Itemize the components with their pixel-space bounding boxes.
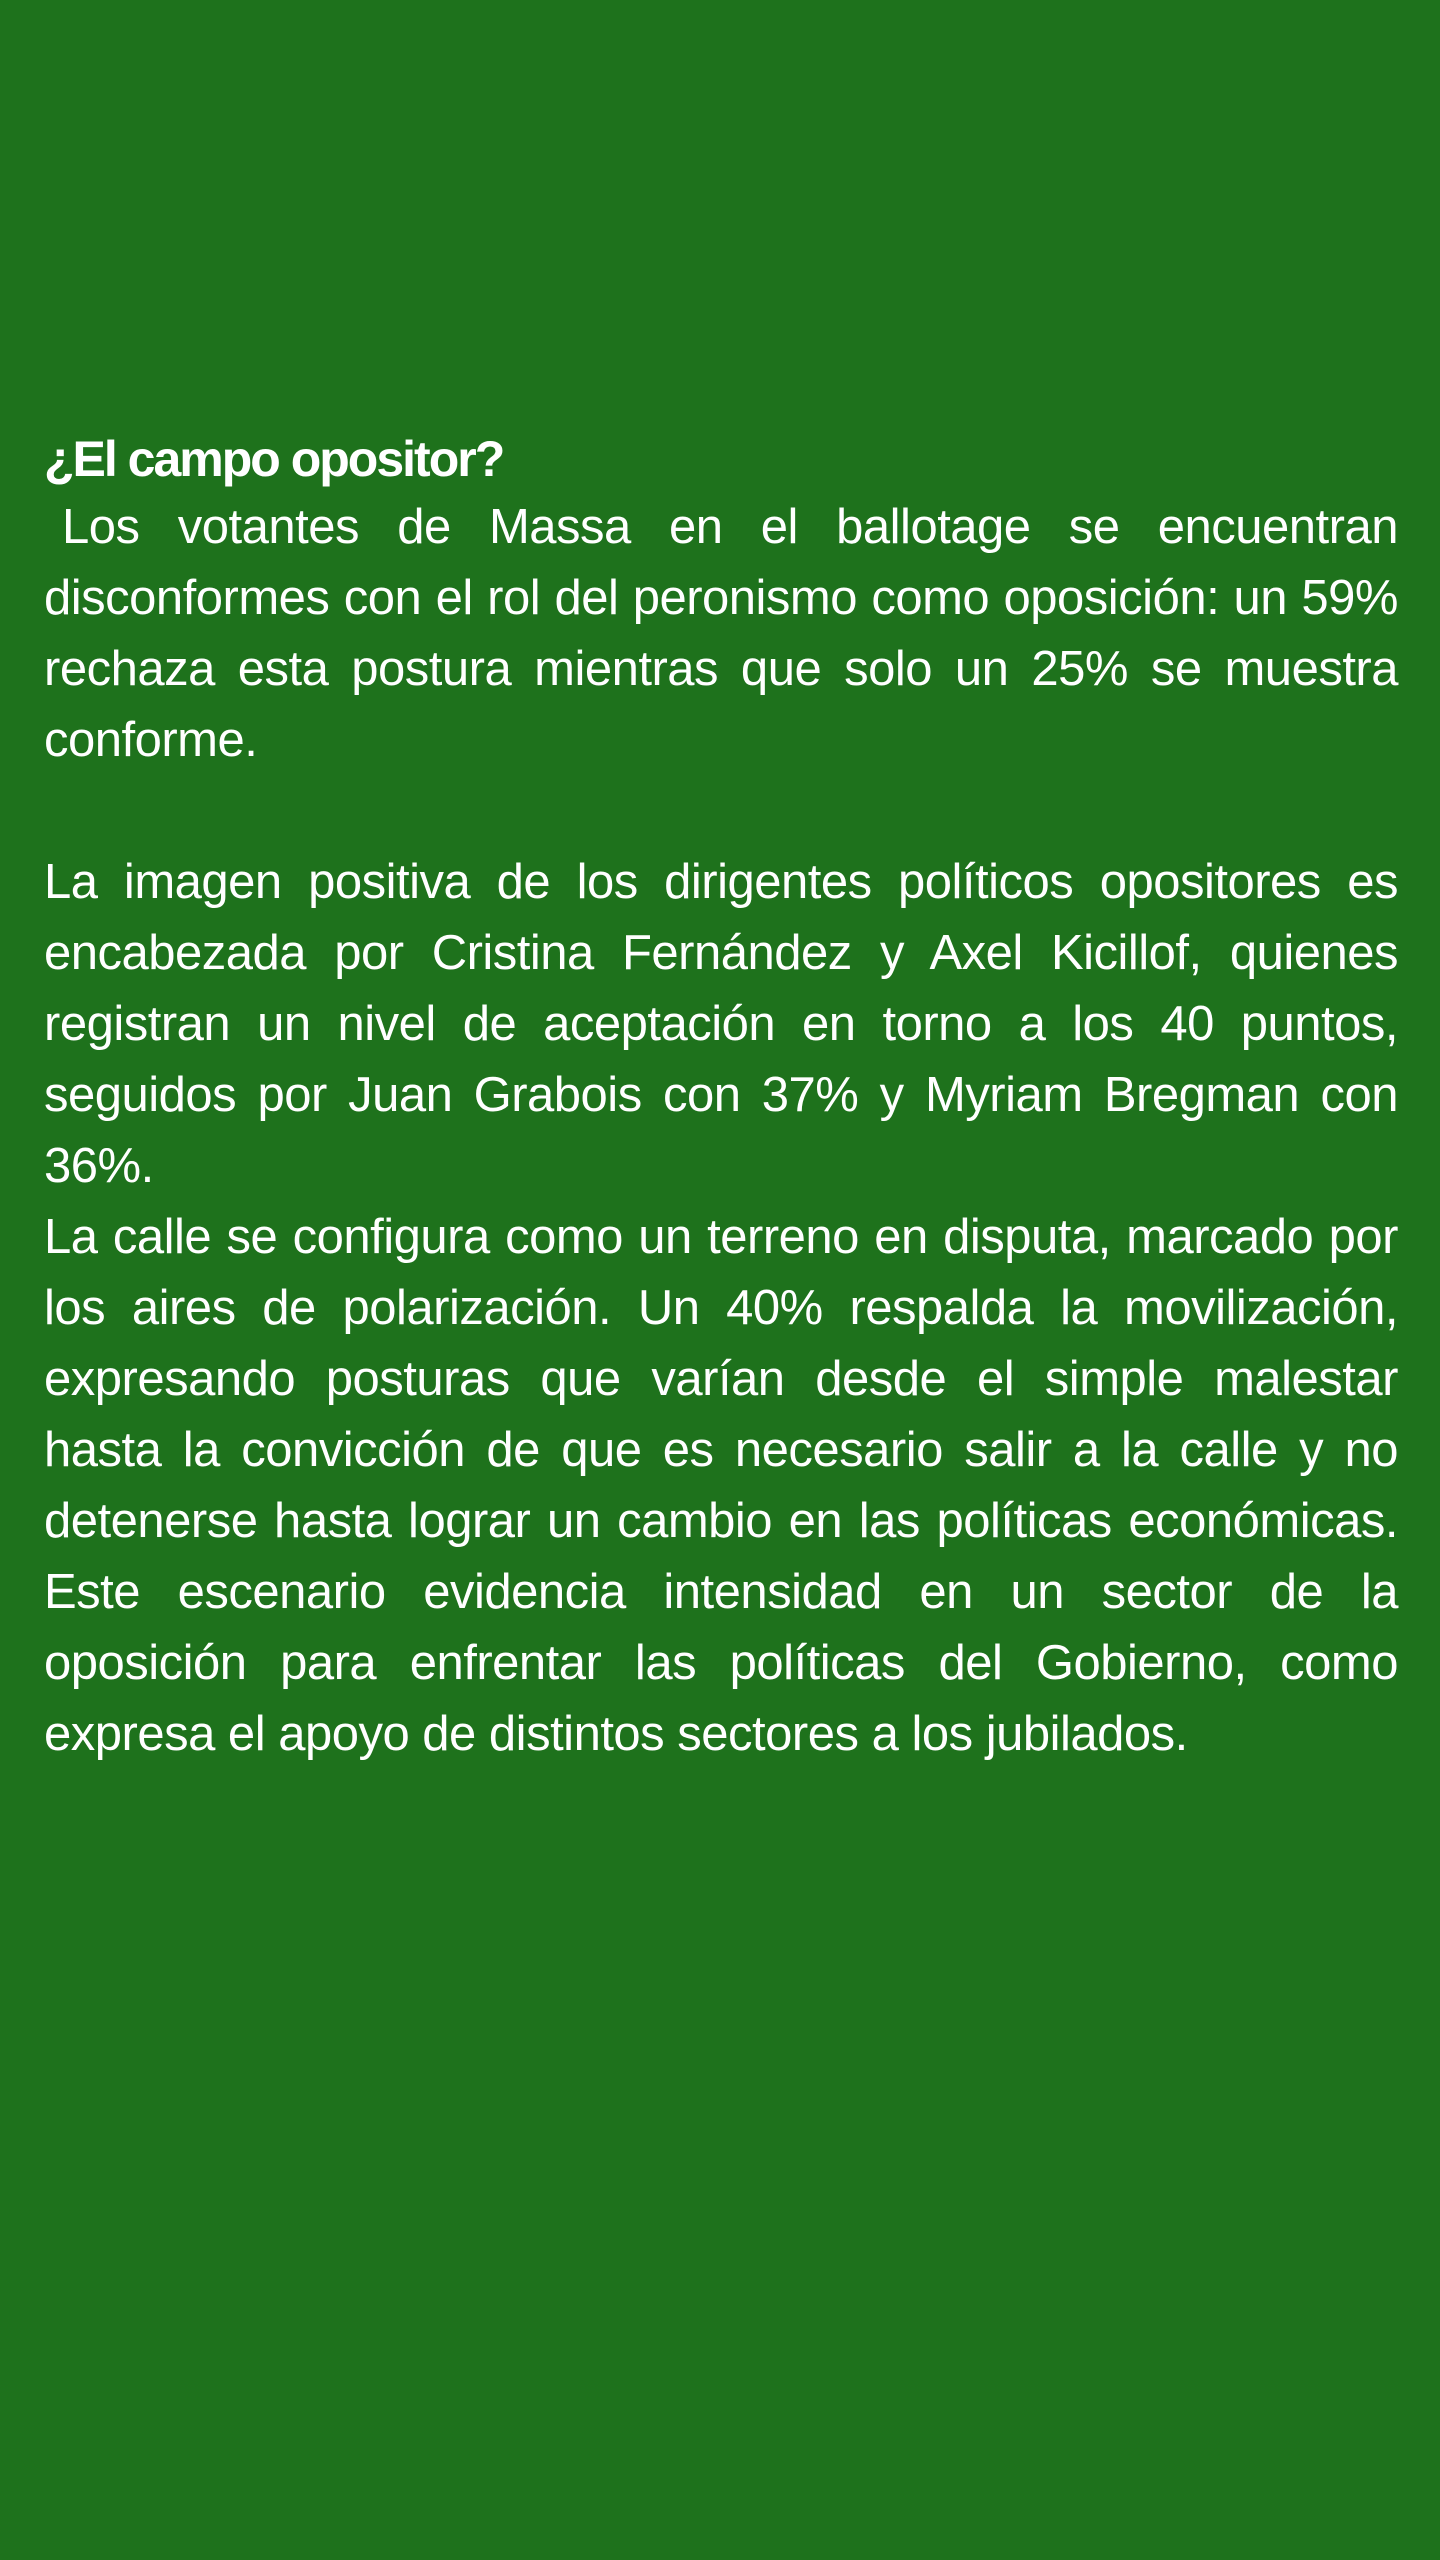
paragraph-spacer <box>44 776 1398 847</box>
paragraph-massa-voters: Los votantes de Massa en el ballotage se encuentran disconformes con el rol del peronismo como oposición: un 59% rechaza esta postura mientras que solo un 25% se muestra conforme. <box>44 500 1398 767</box>
article-heading: ¿El campo opositor? <box>44 431 504 487</box>
paragraph-opposition-leaders: La imagen positiva de los dirigentes políticos opositores es encabezada por Cristina Fernández y Axel Kicillof, quienes registran un nivel de aceptación en torno a los 40 puntos, seguidos por Juan Grabois con 37% y Myriam Bregman con 36%. <box>44 855 1398 1193</box>
article-body <box>44 426 1398 1770</box>
paragraph-street-mobilization: La calle se configura como un terreno en disputa, marcado por los aires de polarización. Un 40% respalda la movilización, expresando posturas que varían desde el simple malestar hasta la convicción de que es necesario salir a la calle y no detenerse hasta lograr un cambio en las políticas económicas. Este escenario evidencia intensidad en un sector de la oposición para enfrentar las políticas del Gobierno, como expresa el apoyo de distintos sectores a los jubilados. <box>44 1210 1398 1761</box>
